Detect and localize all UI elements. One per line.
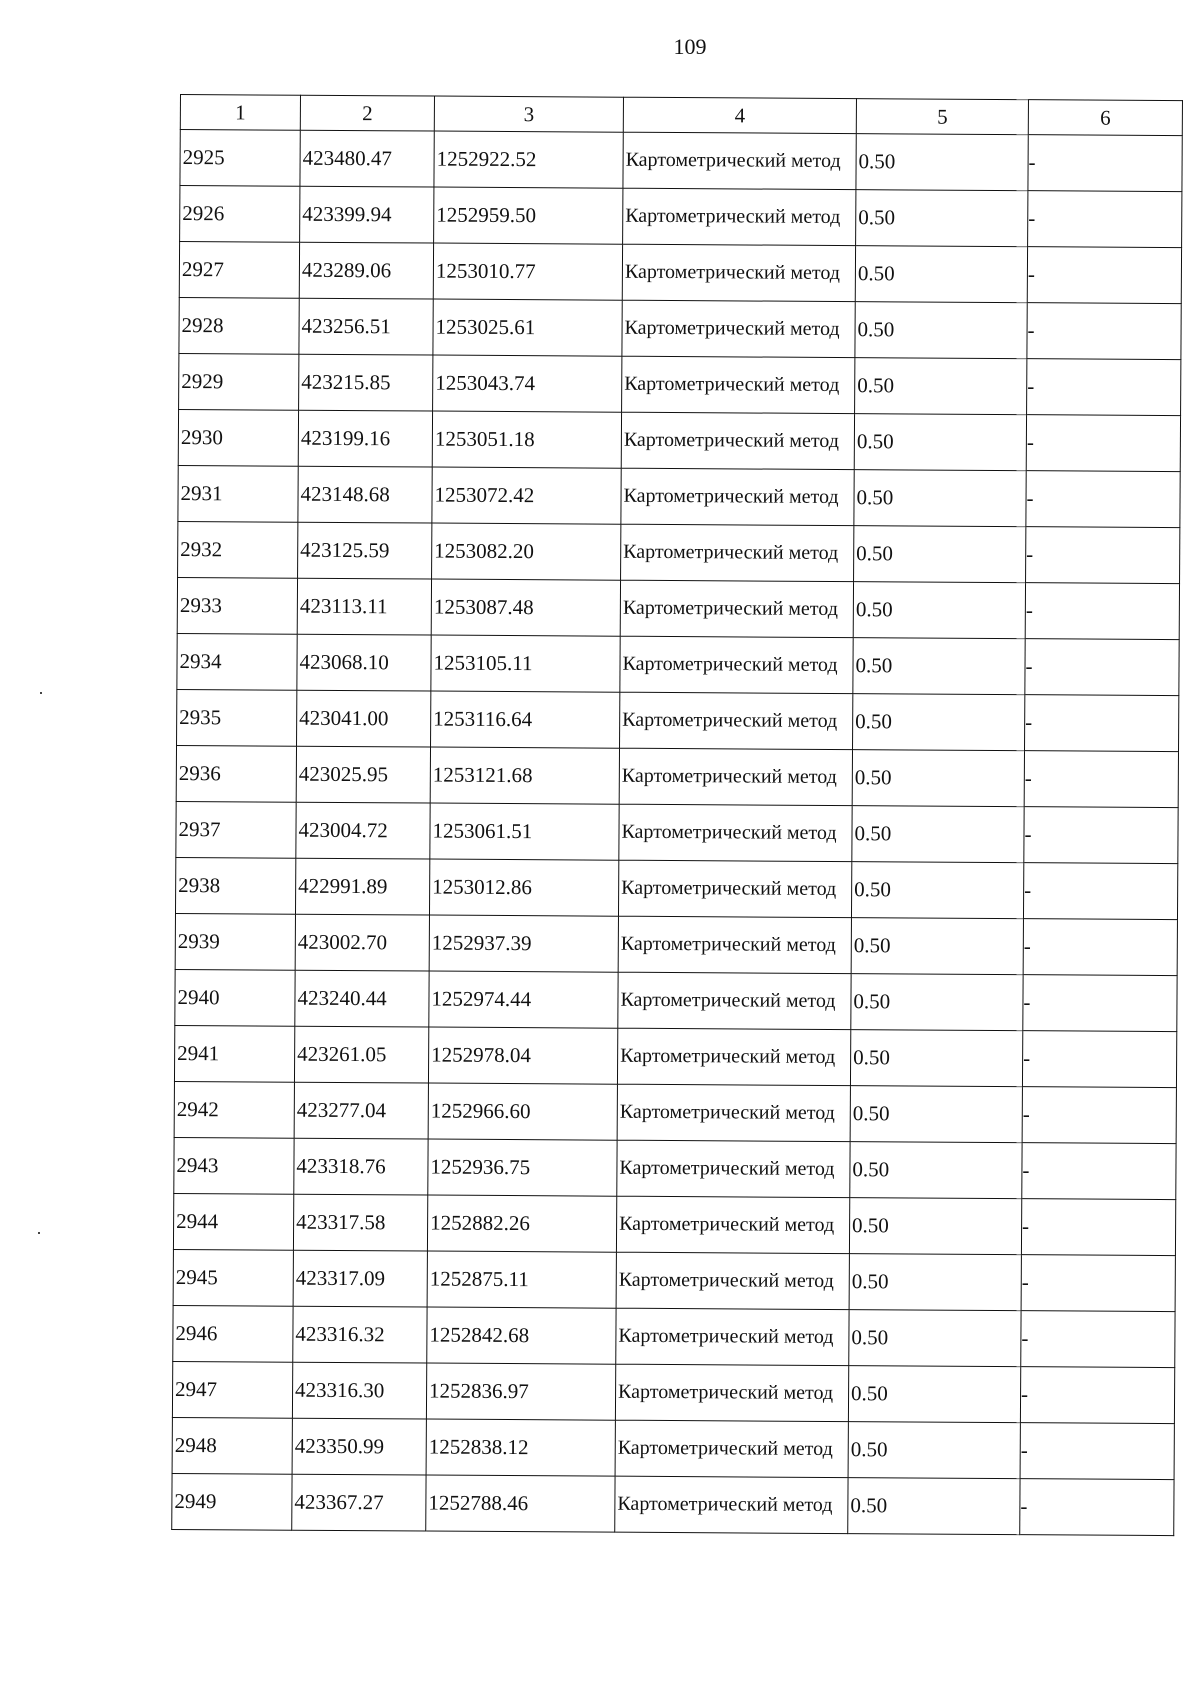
point-number-cell: 2929 — [179, 353, 299, 410]
accuracy-cell: 0.50 — [851, 974, 1023, 1031]
column-header: 6 — [1028, 100, 1182, 136]
method-cell: Картометрический метод — [619, 748, 852, 805]
y-coordinate-cell: 1252838.12 — [426, 1419, 615, 1476]
point-number-cell: 2926 — [180, 186, 300, 243]
x-coordinate-cell: 423277.04 — [294, 1082, 428, 1139]
point-number-cell: 2925 — [180, 130, 300, 187]
y-coordinate-cell: 1253082.20 — [432, 523, 621, 580]
point-number-cell: 2934 — [177, 633, 297, 690]
accuracy-cell: 0.50 — [851, 918, 1023, 975]
column-header: 1 — [180, 95, 300, 131]
point-number-cell: 2938 — [175, 857, 295, 914]
accuracy-cell: 0.50 — [850, 1086, 1022, 1143]
notes-cell: - — [1023, 863, 1177, 920]
table-row — [173, 1305, 1175, 1367]
notes-cell: - — [1027, 303, 1181, 360]
method-cell: Картометрический метод — [617, 1140, 850, 1197]
accuracy-cell: 0.50 — [855, 358, 1027, 415]
y-coordinate-cell: 1253051.18 — [432, 411, 621, 468]
y-coordinate-cell: 1253105.11 — [431, 635, 620, 692]
y-coordinate-cell: 1252788.46 — [426, 1475, 615, 1532]
method-cell: Картометрический метод — [620, 692, 853, 749]
accuracy-cell: 0.50 — [855, 302, 1027, 359]
x-coordinate-cell: 422991.89 — [295, 858, 429, 915]
table-row — [180, 186, 1182, 248]
y-coordinate-cell: 1253043.74 — [433, 355, 622, 412]
accuracy-cell: 0.50 — [856, 134, 1028, 191]
notes-cell: - — [1022, 1087, 1176, 1144]
x-coordinate-cell: 423199.16 — [298, 410, 432, 467]
notes-cell: - — [1028, 135, 1182, 192]
method-cell: Картометрический метод — [618, 916, 851, 973]
accuracy-cell: 0.50 — [850, 1030, 1022, 1087]
y-coordinate-cell: 1252978.04 — [428, 1027, 617, 1084]
accuracy-cell: 0.50 — [852, 750, 1024, 807]
y-coordinate-cell: 1253010.77 — [433, 243, 622, 300]
table-row — [174, 1025, 1176, 1087]
accuracy-cell: 0.50 — [853, 582, 1025, 639]
notes-cell: - — [1027, 247, 1181, 304]
table-row — [175, 913, 1177, 975]
point-number-cell: 2948 — [172, 1417, 292, 1474]
method-cell: Картометрический метод — [618, 860, 851, 917]
x-coordinate-cell: 423318.76 — [294, 1138, 428, 1195]
x-coordinate-cell: 423041.00 — [297, 690, 431, 747]
accuracy-cell: 0.50 — [851, 862, 1023, 919]
method-cell: Картометрический метод — [615, 1476, 848, 1533]
notes-cell: - — [1025, 583, 1179, 640]
method-cell: Картометрический метод — [616, 1252, 849, 1309]
point-number-cell: 2933 — [177, 577, 297, 634]
x-coordinate-cell: 423316.30 — [292, 1362, 426, 1419]
method-cell: Картометрический метод — [622, 244, 855, 301]
y-coordinate-cell: 1253087.48 — [431, 579, 620, 636]
table-row — [174, 1137, 1176, 1199]
table-row — [179, 297, 1181, 359]
notes-cell: - — [1027, 359, 1181, 416]
notes-cell: - — [1020, 1423, 1174, 1480]
x-coordinate-cell: 423256.51 — [299, 298, 433, 355]
page-number: 109 — [673, 34, 707, 59]
accuracy-cell: 0.50 — [854, 470, 1026, 527]
notes-cell: - — [1021, 1255, 1175, 1312]
point-number-cell: 2946 — [173, 1305, 293, 1362]
notes-cell: - — [1028, 191, 1182, 248]
method-cell: Картометрический метод — [617, 1028, 850, 1085]
method-cell: Картометрический метод — [623, 188, 856, 245]
method-cell: Картометрический метод — [616, 1196, 849, 1253]
x-coordinate-cell: 423002.70 — [295, 914, 429, 971]
accuracy-cell: 0.50 — [855, 246, 1027, 303]
table-row — [175, 857, 1177, 919]
method-cell: Картометрический метод — [617, 1084, 850, 1141]
table-row — [175, 969, 1177, 1031]
table-row — [172, 1417, 1174, 1479]
notes-cell: - — [1022, 1143, 1176, 1200]
point-number-cell: 2947 — [172, 1361, 292, 1418]
notes-cell: - — [1022, 1031, 1176, 1088]
y-coordinate-cell: 1252966.60 — [428, 1083, 617, 1140]
method-cell: Картометрический метод — [618, 972, 851, 1029]
accuracy-cell: 0.50 — [854, 414, 1026, 471]
y-coordinate-cell: 1252936.75 — [428, 1139, 617, 1196]
point-number-cell: 2927 — [179, 242, 299, 299]
x-coordinate-cell: 423068.10 — [297, 634, 431, 691]
notes-cell: - — [1021, 1311, 1175, 1368]
table-row — [176, 745, 1178, 807]
accuracy-cell: 0.50 — [848, 1366, 1020, 1423]
table-body — [172, 130, 1183, 1536]
notes-cell: - — [1020, 1367, 1174, 1424]
method-cell: Картометрический метод — [621, 412, 854, 469]
accuracy-cell: 0.50 — [850, 1142, 1022, 1199]
scan-speck — [40, 692, 42, 694]
method-cell: Картометрический метод — [621, 468, 854, 525]
notes-cell: - — [1023, 975, 1177, 1032]
x-coordinate-cell: 423350.99 — [292, 1418, 426, 1475]
table-row — [176, 801, 1178, 863]
table-row — [178, 409, 1180, 471]
y-coordinate-cell: 1252842.68 — [427, 1307, 616, 1364]
x-coordinate-cell: 423289.06 — [299, 242, 433, 299]
notes-cell: - — [1026, 527, 1180, 584]
point-number-cell: 2940 — [175, 969, 295, 1026]
notes-cell: - — [1020, 1479, 1174, 1536]
point-number-cell: 2944 — [173, 1193, 293, 1250]
point-number-cell: 2943 — [174, 1137, 294, 1194]
y-coordinate-cell: 1253025.61 — [433, 299, 622, 356]
table-row — [172, 1473, 1174, 1535]
table-row — [177, 633, 1179, 695]
y-coordinate-cell: 1252937.39 — [429, 915, 618, 972]
x-coordinate-cell: 423025.95 — [296, 746, 430, 803]
method-cell: Картометрический метод — [615, 1364, 848, 1421]
accuracy-cell: 0.50 — [856, 190, 1028, 247]
method-cell: Картометрический метод — [621, 524, 854, 581]
point-number-cell: 2931 — [178, 465, 298, 522]
column-header: 2 — [300, 95, 434, 131]
notes-cell: - — [1026, 415, 1180, 472]
point-number-cell: 2936 — [176, 745, 296, 802]
column-header: 5 — [856, 99, 1028, 135]
x-coordinate-cell: 423399.94 — [300, 186, 434, 243]
accuracy-cell: 0.50 — [848, 1422, 1020, 1479]
coordinates-table-container — [171, 94, 1182, 1536]
point-number-cell: 2942 — [174, 1081, 294, 1138]
table-row — [179, 353, 1181, 415]
method-cell: Картометрический метод — [616, 1308, 849, 1365]
y-coordinate-cell: 1252882.26 — [427, 1195, 616, 1252]
x-coordinate-cell: 423480.47 — [300, 130, 434, 187]
accuracy-cell: 0.50 — [854, 526, 1026, 583]
point-number-cell: 2941 — [174, 1025, 294, 1082]
point-number-cell: 2932 — [178, 521, 298, 578]
notes-cell: - — [1025, 639, 1179, 696]
y-coordinate-cell: 1253116.64 — [431, 691, 620, 748]
x-coordinate-cell: 423316.32 — [293, 1306, 427, 1363]
table-row — [178, 521, 1180, 583]
x-coordinate-cell: 423148.68 — [298, 466, 432, 523]
column-header: 4 — [623, 97, 856, 133]
point-number-cell: 2930 — [178, 409, 298, 466]
method-cell: Картометрический метод — [619, 804, 852, 861]
x-coordinate-cell: 423261.05 — [294, 1026, 428, 1083]
table-row — [179, 242, 1181, 304]
notes-cell: - — [1024, 807, 1178, 864]
y-coordinate-cell: 1253012.86 — [429, 859, 618, 916]
notes-cell: - — [1025, 695, 1179, 752]
x-coordinate-cell: 423215.85 — [299, 354, 433, 411]
x-coordinate-cell: 423367.27 — [292, 1474, 426, 1531]
accuracy-cell: 0.50 — [849, 1254, 1021, 1311]
accuracy-cell: 0.50 — [852, 806, 1024, 863]
accuracy-cell: 0.50 — [853, 694, 1025, 751]
y-coordinate-cell: 1252922.52 — [434, 131, 623, 188]
notes-cell: - — [1026, 471, 1180, 528]
accuracy-cell: 0.50 — [853, 638, 1025, 695]
y-coordinate-cell: 1253061.51 — [430, 803, 619, 860]
x-coordinate-cell: 423113.11 — [297, 578, 431, 635]
accuracy-cell: 0.50 — [849, 1310, 1021, 1367]
method-cell: Картометрический метод — [620, 580, 853, 637]
accuracy-cell: 0.50 — [849, 1198, 1021, 1255]
notes-cell: - — [1021, 1199, 1175, 1256]
y-coordinate-cell: 1252974.44 — [429, 971, 618, 1028]
accuracy-cell: 0.50 — [848, 1478, 1020, 1535]
notes-cell: - — [1023, 919, 1177, 976]
table-row — [177, 577, 1179, 639]
table-row — [173, 1249, 1175, 1311]
method-cell: Картометрический метод — [622, 300, 855, 357]
method-cell: Картометрический метод — [623, 132, 856, 189]
x-coordinate-cell: 423317.58 — [293, 1194, 427, 1251]
notes-cell: - — [1024, 751, 1178, 808]
table-row — [174, 1081, 1176, 1143]
table-row — [172, 1361, 1174, 1423]
scan-speck — [38, 1232, 40, 1234]
y-coordinate-cell: 1252875.11 — [427, 1251, 616, 1308]
method-cell: Картометрический метод — [620, 636, 853, 693]
y-coordinate-cell: 1252959.50 — [434, 187, 623, 244]
table-row — [173, 1193, 1175, 1255]
point-number-cell: 2937 — [176, 801, 296, 858]
point-number-cell: 2945 — [173, 1249, 293, 1306]
method-cell: Картометрический метод — [615, 1420, 848, 1477]
point-number-cell: 2935 — [177, 689, 297, 746]
point-number-cell: 2949 — [172, 1473, 292, 1530]
point-number-cell: 2939 — [175, 913, 295, 970]
x-coordinate-cell: 423125.59 — [298, 522, 432, 579]
x-coordinate-cell: 423240.44 — [295, 970, 429, 1027]
table-row — [177, 689, 1179, 751]
table-row — [180, 130, 1182, 192]
point-number-cell: 2928 — [179, 297, 299, 354]
method-cell: Картометрический метод — [622, 356, 855, 413]
y-coordinate-cell: 1253121.68 — [430, 747, 619, 804]
y-coordinate-cell: 1252836.97 — [426, 1363, 615, 1420]
table-row — [178, 465, 1180, 527]
y-coordinate-cell: 1253072.42 — [432, 467, 621, 524]
x-coordinate-cell: 423004.72 — [296, 802, 430, 859]
column-header: 3 — [434, 96, 623, 132]
coordinates-table — [171, 94, 1183, 1536]
x-coordinate-cell: 423317.09 — [293, 1250, 427, 1307]
